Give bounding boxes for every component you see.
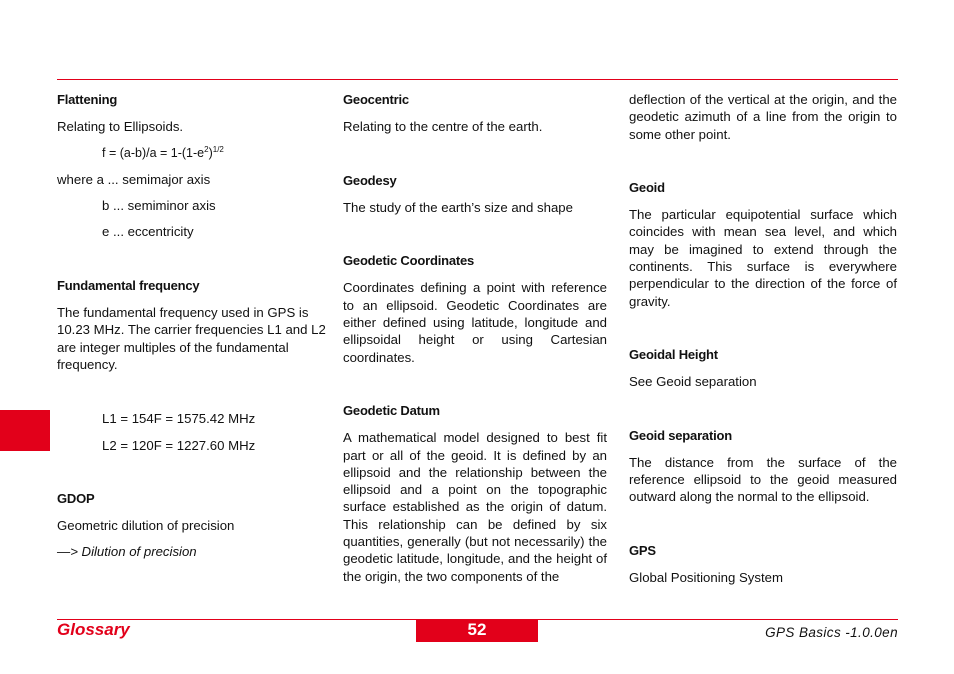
footer-document-id: GPS Basics -1.0.0en (765, 625, 898, 640)
geodetic-datum-definition: A mathematical model designed to best fit part or all of the geoid. It is defined by an ellipsoid and the relationship between the ellipsoid and a point on the topographic surface established as the origin of datum. This relationship can be defined by six quantities, generally (but not necessarily) the geodetic latitude, longitude, and the height of the origin, the two components of the (343, 430, 607, 584)
page-number: 52 (416, 620, 538, 642)
geoidal-height-definition: See Geoid separation (629, 374, 757, 390)
term-geodetic-coordinates: Geodetic Coordinates (343, 253, 475, 269)
column-3 (629, 91, 897, 586)
where-b-line: b ... semiminor axis (102, 198, 216, 214)
geoid-definition: The particular equipotential surface which coincides with mean sea level, and which may be imagined to extend through the continents. This surface is everywhere perpendicular to the direction of the force of gravity. (629, 207, 897, 309)
term-geocentric: Geocentric (343, 92, 409, 107)
column-1 (57, 91, 329, 561)
where-e-line: e ... eccentricity (102, 224, 194, 240)
geocentric-definition: Relating to the centre of the earth. (343, 119, 543, 135)
gps-definition: Global Positioning System (629, 570, 783, 586)
term-geoidal-height: Geoidal Height (629, 346, 718, 362)
geodetic-datum-continued: deflection of the vertical at the origin, and the geodetic azimuth of a line from the origin to some other point. (629, 92, 897, 142)
l1-frequency: L1 = 154F = 1575.42 MHz (102, 411, 256, 427)
fundamental-frequency-definition: The fundamental frequency used in GPS is 10.23 MHz. The carrier frequencies L1 and L2 are integer multiples of the fundamental frequency. (57, 305, 326, 372)
where-a-line: where a ... semimajor axis (57, 171, 211, 187)
term-geodesy: Geodesy (343, 172, 397, 188)
term-gps: GPS (629, 542, 656, 558)
geoid-separation-definition: The distance from the surface of the reference ellipsoid to the geoid measured outward along the normal to the ellipsoid. (629, 454, 897, 505)
geodesy-definition: The study of the earth’s size and shape (343, 199, 573, 215)
term-gdop: GDOP (57, 490, 95, 506)
top-rule (57, 79, 898, 80)
column-2 (343, 91, 607, 585)
term-fundamental-frequency: Fundamental frequency (57, 277, 200, 293)
term-geoid-separation: Geoid separation (629, 427, 732, 443)
side-tab-marker (0, 410, 50, 451)
gdop-definition: Geometric dilution of precision (57, 518, 235, 534)
term-flattening: Flattening (57, 92, 118, 107)
flattening-definition: Relating to Ellipsoids. (57, 119, 184, 135)
geodetic-coordinates-definition: Coordinates defining a point with reference to an ellipsoid. Geodetic Coordinates are either defined using latitude, longitude and ellipsoidal height or using Cartesian coordinates. (343, 280, 607, 365)
l2-frequency: L2 = 120F = 1227.60 MHz (102, 437, 256, 453)
flattening-formula: $f = (a-b)/a = 1-(1-e^2)^{1/2}$ (102, 144, 224, 160)
term-geodetic-datum: Geodetic Datum (343, 402, 440, 418)
term-geoid: Geoid (629, 179, 665, 195)
footer-section-title: Glossary (57, 620, 130, 639)
gdop-cross-reference: —> Dilution of precision (57, 544, 197, 560)
